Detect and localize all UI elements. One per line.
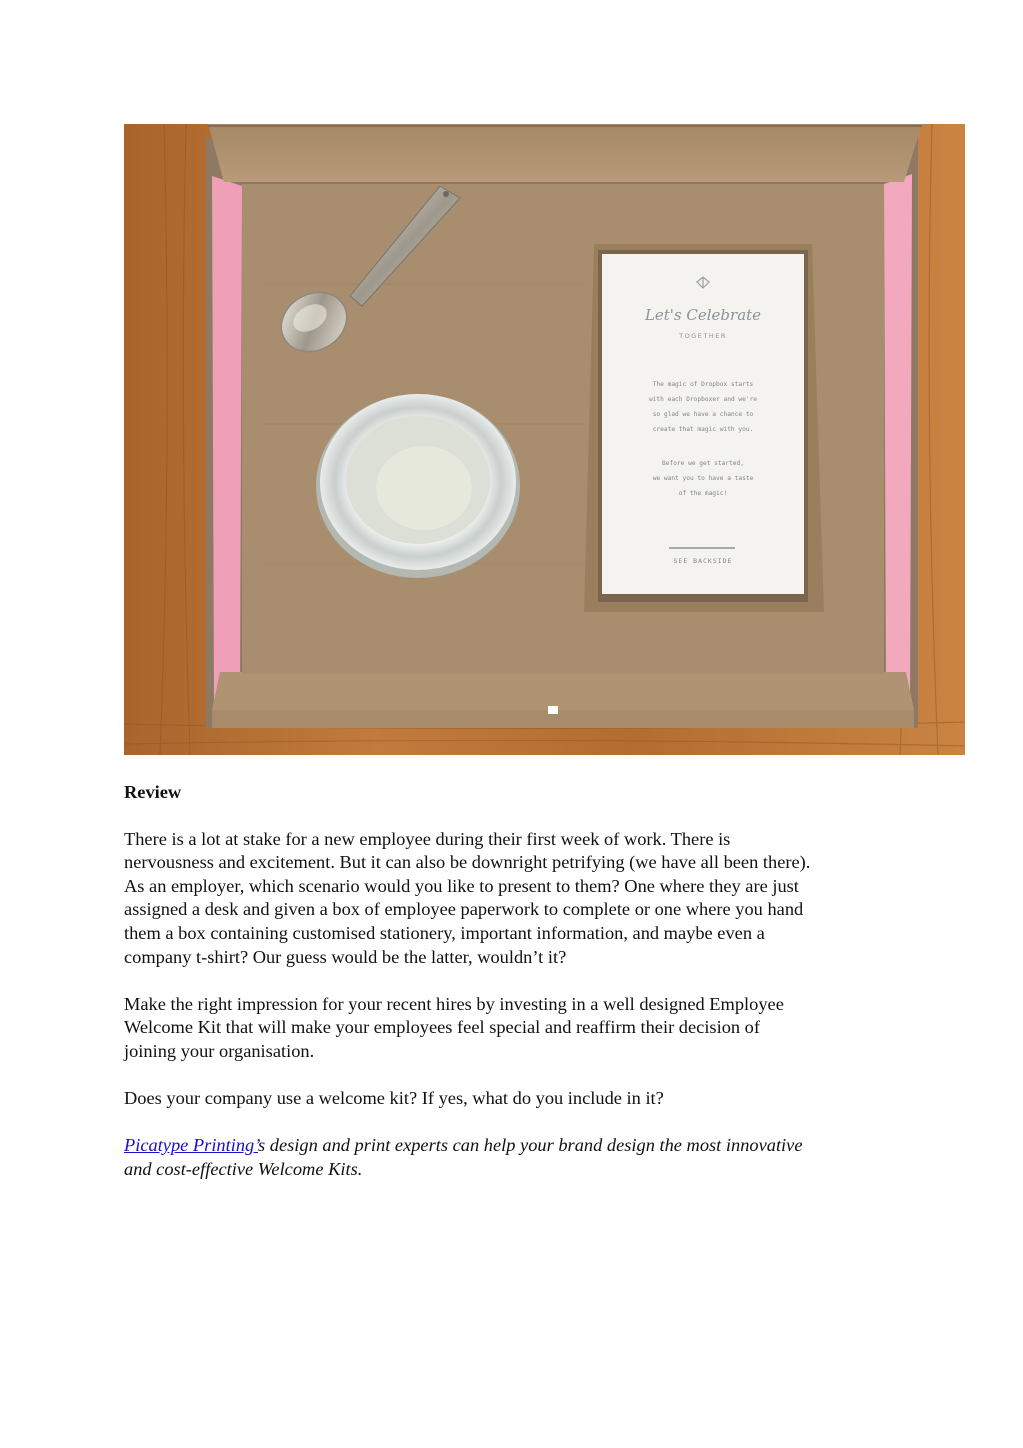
picatype-printing-link[interactable]: Picatype Printing’ bbox=[124, 1135, 258, 1156]
card-title: Let's Celebrate bbox=[644, 306, 762, 324]
section-heading: Review bbox=[124, 782, 182, 802]
bowl-icon bbox=[316, 394, 520, 578]
welcome-kit-photo bbox=[124, 124, 965, 755]
card-body-line: create that magic with you. bbox=[652, 426, 754, 433]
card-body-line: with each Dropboxer and we're bbox=[648, 396, 758, 403]
card-body-line: so glad we have a chance to bbox=[652, 411, 754, 418]
paragraph-impression: Make the right impression for your recent hires by investing in a well designed Employee Welcome Kit that will make your employees feel special and reaffirm their decision of joining your organisation. bbox=[124, 993, 784, 1061]
card-subtitle: TOGETHER bbox=[679, 332, 727, 340]
paragraph-promo: Picatype Printing’s design and print experts can help your brand design the most innovative and cost-effective Welcome Kits. bbox=[124, 1135, 803, 1179]
article bbox=[124, 781, 924, 1205]
card-body-line: The magic of Dropbox starts bbox=[652, 381, 754, 388]
card-body-line: we want you to have a taste bbox=[652, 475, 754, 482]
card-body-line: of the magic! bbox=[678, 490, 728, 497]
card-body-line: Before we get started, bbox=[662, 460, 744, 467]
card-footer: SEE BACKSIDE bbox=[673, 557, 733, 565]
paragraph-question: Does your company use a welcome kit? If yes, what do you include in it? bbox=[124, 1088, 664, 1109]
paragraph-intro: There is a lot at stake for a new employee during their first week of work. There is nervousness and excitement. But it can also be downright petrifying (we have all been there). As an employer, which scenario would you like to present to them? One where they are just assigned a desk and given a box of employee paperwork to complete or one where you hand them a box containing customised stationery, important information, and maybe even a company t-shirt? Our guess would be the latter, wouldn’t it? bbox=[124, 828, 811, 967]
